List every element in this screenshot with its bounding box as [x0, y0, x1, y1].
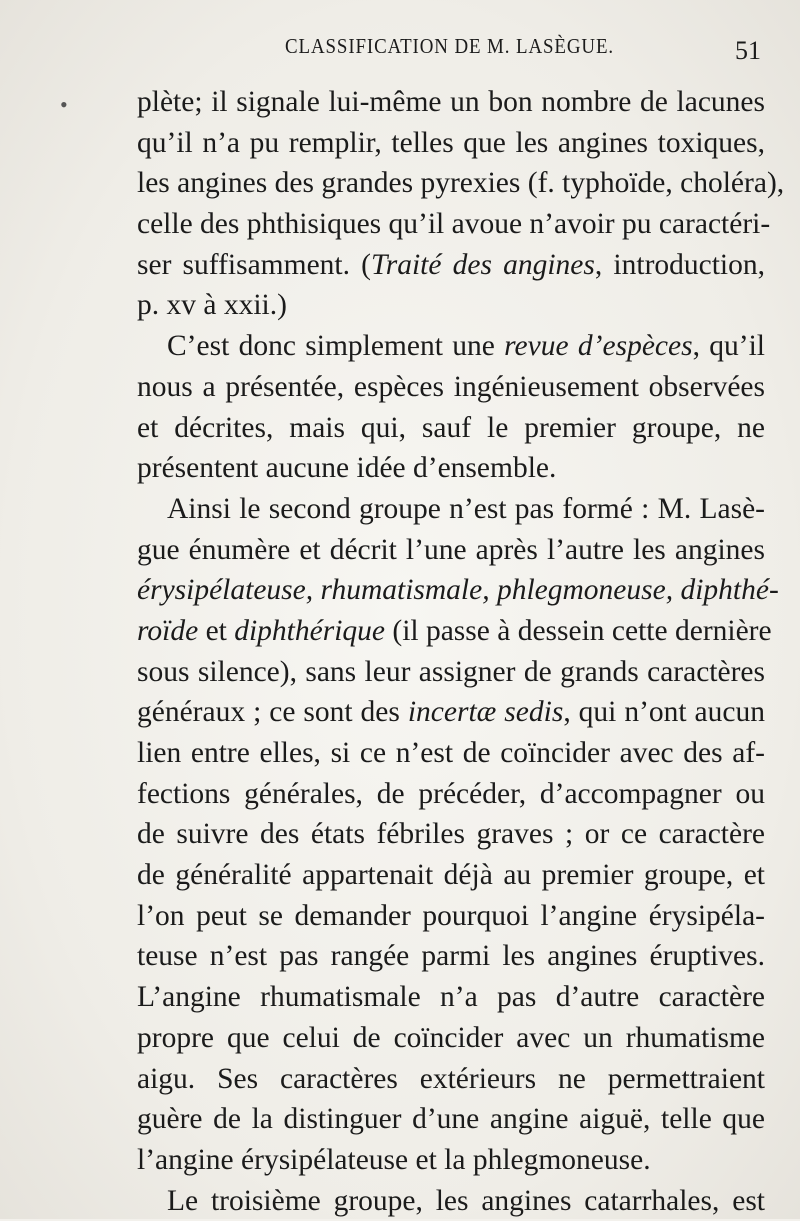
margin-dot: •: [60, 92, 68, 117]
roman-text: nous a présentée, espèces ingénieusement observées: [137, 370, 765, 403]
roman-text: de généralité appartenait déjà au premier groupe, et: [137, 859, 765, 892]
text-line: [137, 692, 765, 733]
text-line: [137, 530, 765, 571]
italic-text: revue d’espèces: [504, 330, 693, 363]
roman-text: guère de la distinguer d’une angine aiguë, telle que: [137, 1103, 765, 1136]
text-line: [137, 448, 765, 489]
roman-text: p. xv à xxii.): [137, 289, 287, 322]
roman-text: et décrites, mais qui, sauf le premier groupe, ne: [137, 411, 765, 444]
text-line: [137, 82, 765, 123]
page-number: 51: [735, 36, 761, 65]
text-line: [137, 245, 765, 286]
roman-text: Ainsi le second groupe n’est pas formé : M. Lasè-: [167, 492, 765, 525]
roman-text: qu’il n’a pu remplir, telles que les angines toxiques,: [137, 126, 765, 159]
roman-text: (il passe à dessein cette dernière: [385, 614, 772, 647]
roman-text: l’angine érysipélateuse et la phlegmoneuse.: [137, 1143, 651, 1176]
roman-text: , introduction,: [594, 248, 766, 281]
roman-text: teuse n’est pas rangée parmi les angines éruptives.: [137, 940, 765, 973]
text-line: [137, 163, 785, 204]
text-line: [137, 896, 765, 937]
roman-text: présentent aucune idée d’ensemble.: [137, 452, 557, 485]
text-line: [137, 652, 765, 693]
text-line: [137, 204, 771, 245]
text-line: [137, 1181, 765, 1221]
roman-text: ser suffisamment. (: [137, 248, 371, 281]
text-line: [137, 367, 765, 408]
text-line: [137, 1140, 765, 1181]
italic-text: diphthérique: [234, 614, 385, 647]
text-line: [137, 611, 772, 652]
text-line: [137, 326, 765, 367]
text-line: [137, 1018, 765, 1059]
text-line: [137, 408, 765, 449]
roman-text: et: [198, 614, 235, 647]
text-line: [137, 977, 765, 1018]
roman-text: gue énumère et décrit l’une après l’autre les angines: [137, 533, 765, 566]
roman-text: fections générales, de précéder, d’accompagner ou: [137, 777, 765, 810]
roman-text: , qu’il: [692, 330, 765, 363]
page-header: [0, 28, 800, 68]
text-line: [137, 855, 765, 896]
text-line: [137, 733, 765, 774]
roman-text: de suivre des états fébriles graves ; or ce caractère: [137, 818, 765, 851]
text-line: [137, 123, 765, 164]
text-line: [137, 936, 765, 977]
roman-text: Le troisième groupe, les angines catarrhales, est: [167, 1184, 765, 1217]
roman-text: C’est donc simplement une: [167, 330, 505, 363]
text-line: [137, 489, 765, 530]
roman-text: lien entre elles, si ce n’est de coïncider avec des af-: [137, 737, 765, 769]
roman-text: L’angine rhumatismale n’a pas d’autre caractère: [137, 981, 765, 1014]
roman-text: sous silence), sans leur assigner de grands caractères: [137, 655, 765, 688]
text-line: [137, 285, 765, 326]
text-line: [137, 570, 779, 611]
italic-text: incertæ sedis: [407, 696, 564, 729]
italic-text: Traité des angines: [370, 248, 595, 281]
italic-text: érysipélateuse, rhumatismale, phlegmoneuse, diphthé-: [137, 574, 779, 607]
roman-text: , qui n’ont aucun: [563, 696, 765, 729]
roman-text: l’on peut se demander pourquoi l’angine érysipéla-: [137, 899, 765, 932]
running-title: CLASSIFICATION DE M. LASÈGUE.: [285, 34, 615, 58]
italic-text: roïde: [137, 614, 199, 647]
roman-text: généraux ; ce sont des: [137, 696, 408, 729]
roman-text: plète; il signale lui-même un bon nombre de lacunes: [137, 86, 765, 118]
text-line: [137, 1099, 765, 1140]
text-line: [137, 814, 765, 855]
text-line: [137, 1059, 765, 1100]
roman-text: aigu. Ses caractères extérieurs ne permettraient: [137, 1062, 765, 1095]
text-line: [137, 774, 765, 815]
body-text: [137, 82, 785, 1221]
roman-text: propre que celui de coïncider avec un rhumatisme: [137, 1021, 765, 1054]
roman-text: les angines des grandes pyrexies (f. typhoïde, choléra),: [137, 167, 785, 200]
roman-text: celle des phthisiques qu’il avoue n’avoir pu caractéri-: [137, 208, 771, 241]
